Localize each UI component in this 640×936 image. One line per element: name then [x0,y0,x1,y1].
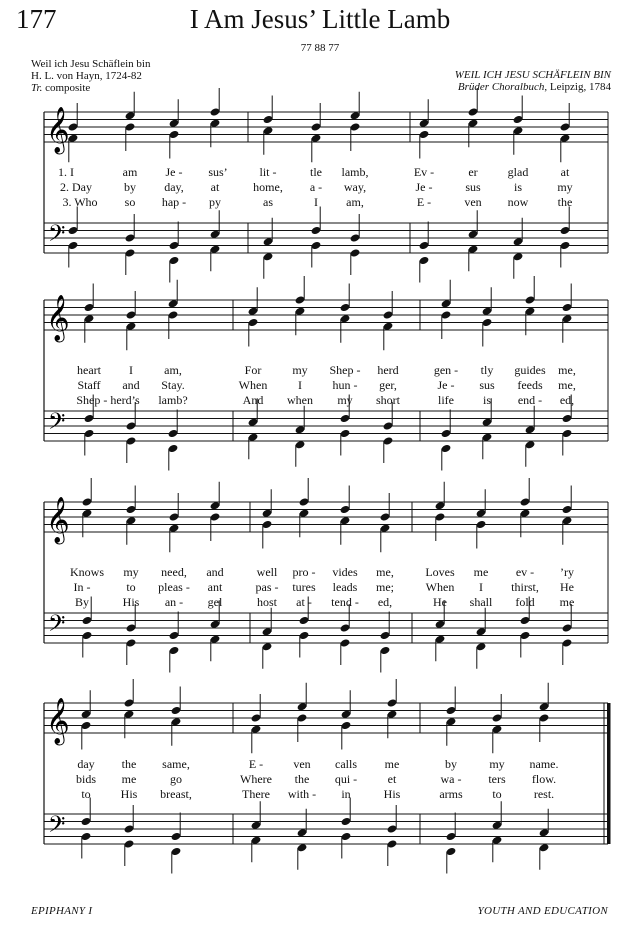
lyric-syllable: me, [376,565,394,579]
lyric-syllable: lamb? [158,393,188,407]
lyric-syllable: For [244,363,262,377]
lyric-syllable: E - [416,195,432,209]
lyric-syllable: fold [515,595,535,609]
lyric-syllable: to [492,787,502,801]
lyric-syllable: Shep - herd’s [76,393,140,407]
lyric-syllable: the [557,195,573,209]
lyric-syllable: home, [253,180,283,194]
lyric-syllable: bids [75,772,97,786]
lyric-syllable: flow. [531,772,557,786]
lyric-syllable: lamb, [341,165,369,179]
lyric-syllable: end - [517,393,543,407]
lyric-line-verse-3 [0,595,640,611]
lyric-syllable: arms [439,787,463,801]
lyric-syllable: 1. I [58,165,74,179]
lyric-syllable: leads [332,580,358,594]
bass-clef: 𝄢 [48,409,66,440]
bass-clef: 𝄢 [48,611,66,642]
lyric-syllable: me, [558,363,576,377]
lyric-syllable: pro - [292,565,316,579]
lyric-syllable: ven [293,757,311,771]
lyric-syllable: His [383,787,401,801]
lyric-syllable: pleas - [158,580,190,594]
lyric-syllable: ant [207,580,223,594]
lyric-syllable: hap - [161,195,187,209]
lyric-syllable: short [376,393,400,407]
treble-clef: 𝄞 [46,497,70,543]
lyric-line-verse-2 [0,580,640,596]
lyric-syllable: my [489,757,505,771]
lyric-syllable: name. [529,757,559,771]
lyric-syllable: an - [164,595,184,609]
lyric-syllable: lit - [259,165,277,179]
lyric-syllable: rest. [533,787,555,801]
lyric-syllable: the [121,757,137,771]
lyric-syllable: day [77,757,95,771]
lyric-syllable: 2. Day [60,180,92,194]
lyric-syllable: When [238,378,268,392]
lyric-syllable: ed, [559,393,575,407]
lyric-syllable: In - [73,580,91,594]
lyric-syllable: same, [162,757,190,771]
lyric-syllable: qui - [334,772,358,786]
lyric-syllable: my [337,393,353,407]
lyric-syllable: herd [377,363,399,377]
lyric-syllable: ven [464,195,482,209]
lyric-syllable: guides [514,363,546,377]
lyric-syllable: by [445,757,457,771]
lyric-line-verse-3 [0,787,640,803]
tune-source-title: Brüder Choralbuch [457,81,545,93]
lyric-syllable: Je - [437,378,455,392]
lyric-syllable: et [387,772,397,786]
lyric-syllable: 3. Who [62,195,98,209]
lyric-syllable: thirst, [511,580,539,594]
treble-clef: 𝄞 [46,107,70,153]
lyric-syllable: Loves [425,565,455,579]
treble-clef: 𝄞 [46,295,70,341]
lyric-syllable: vides [332,565,358,579]
lyric-syllable: gel [207,595,223,609]
lyric-syllable: the [294,772,310,786]
lyric-syllable: me [559,595,575,609]
lyric-syllable: I [298,378,302,392]
lyric-syllable: er [468,165,478,179]
german-title: Weil ich Jesu Schäflein bin [31,58,151,70]
lyric-syllable: tend - [331,595,359,609]
lyric-syllable: go [170,772,182,786]
lyric-syllable: me, [558,378,576,392]
lyric-syllable: Je - [415,180,433,194]
translator-name: composite [42,82,91,94]
bass-clef: 𝄢 [48,812,66,843]
lyric-syllable: life [438,393,454,407]
tune-name: WEIL ICH JESU SCHÄFLEIN BIN [454,69,611,81]
lyric-syllable: to [126,580,136,594]
lyric-syllable: with - [287,787,317,801]
treble-clef: 𝄞 [46,698,70,744]
lyric-syllable: as [263,195,273,209]
lyric-syllable: way, [343,180,367,194]
lyric-line-verse-3 [0,195,640,211]
lyric-line-verse-1 [0,565,640,581]
lyric-syllable: need, [161,565,187,579]
lyric-syllable: in [341,787,351,801]
lyric-syllable: He [560,580,574,594]
lyric-syllable: His [120,787,138,801]
lyric-syllable: me [121,772,137,786]
lyric-syllable: I [314,195,318,209]
lyric-syllable: and [206,565,224,579]
lyric-syllable: shall [469,595,493,609]
lyric-syllable: to [81,787,91,801]
lyric-syllable: Je - [165,165,183,179]
lyric-syllable: me [384,757,400,771]
lyric-syllable: sus [465,180,481,194]
lyric-syllable: I [479,580,483,594]
hymn-title: I Am Jesus’ Little Lamb [189,4,451,34]
lyric-syllable: tly [480,363,494,377]
lyric-syllable: I [129,363,133,377]
lyric-syllable: ger, [379,378,397,392]
translator-abbr: Tr. [31,82,43,94]
lyric-syllable: by [124,180,136,194]
lyric-syllable: glad [507,165,529,179]
lyric-syllable: ’ry [560,565,574,579]
lyric-syllable: host [256,595,278,609]
lyric-syllable: hun - [332,378,358,392]
lyric-syllable: wa - [440,772,462,786]
lyric-syllable: is [513,180,523,194]
lyric-syllable: Where [240,772,272,786]
lyric-syllable: my [123,565,139,579]
lyric-syllable: so [124,195,136,209]
lyric-syllable: feeds [517,378,543,392]
lyric-syllable: day, [164,180,184,194]
lyric-syllable: ters [488,772,506,786]
lyric-syllable: well [256,565,278,579]
lyric-syllable: sus’ [208,165,228,179]
lyric-syllable: me [473,565,489,579]
lyric-line-verse-1 [0,165,640,181]
lyric-syllable: E - [248,757,264,771]
lyric-syllable: py [209,195,221,209]
lyric-line-verse-1 [0,757,640,773]
lyric-syllable: Knows [69,565,105,579]
lyric-syllable: sus [479,378,495,392]
lyric-syllable: my [292,363,308,377]
lyric-syllable: at [210,180,220,194]
lyric-line-verse-3 [0,393,640,409]
lyric-syllable: heart [77,363,101,377]
lyric-line-verse-1 [0,363,640,379]
lyric-syllable: am, [164,363,182,377]
text-author: H. L. von Hayn, 1724-82 [31,70,142,82]
lyric-syllable: His [122,595,140,609]
lyric-syllable: Ev - [413,165,435,179]
lyric-syllable: Shep - [329,363,361,377]
lyric-syllable: When [425,580,455,594]
footer-category: YOUTH AND EDUCATION [477,905,608,917]
lyric-syllable: breast, [160,787,192,801]
lyric-syllable: now [507,195,529,209]
meter: 77 88 77 [300,42,340,54]
lyric-syllable: calls [335,757,357,771]
lyric-syllable: a - [309,180,323,194]
lyric-syllable: Staff [77,378,101,392]
lyric-syllable: Stay. [161,378,185,392]
lyric-syllable: He [433,595,447,609]
lyric-syllable: By [74,595,90,609]
footer-season: EPIPHANY I [31,905,93,917]
hymn-number: 177 [16,4,57,34]
lyric-syllable: is [482,393,492,407]
lyric-syllable: ev - [515,565,535,579]
lyric-syllable: There [242,787,270,801]
tune-source-place: , Leipzig, 1784 [544,81,611,93]
lyric-syllable: ed, [377,595,393,609]
lyric-syllable: me; [376,580,394,594]
lyric-syllable: gen - [433,363,459,377]
lyric-syllable: and [122,378,140,392]
lyric-syllable: at [560,165,570,179]
lyric-syllable: tle [310,165,322,179]
lyric-line-verse-2 [0,772,640,788]
bass-clef: 𝄢 [48,221,66,252]
lyric-syllable: am, [346,195,364,209]
lyric-line-verse-2 [0,180,640,196]
lyric-syllable: And [242,393,264,407]
lyric-syllable: pas - [255,580,279,594]
lyric-syllable: at - [296,595,312,609]
lyric-line-verse-2 [0,378,640,394]
lyric-syllable: am [122,165,138,179]
lyric-syllable: tures [292,580,316,594]
lyric-syllable: when [287,393,313,407]
lyric-syllable: my [557,180,573,194]
